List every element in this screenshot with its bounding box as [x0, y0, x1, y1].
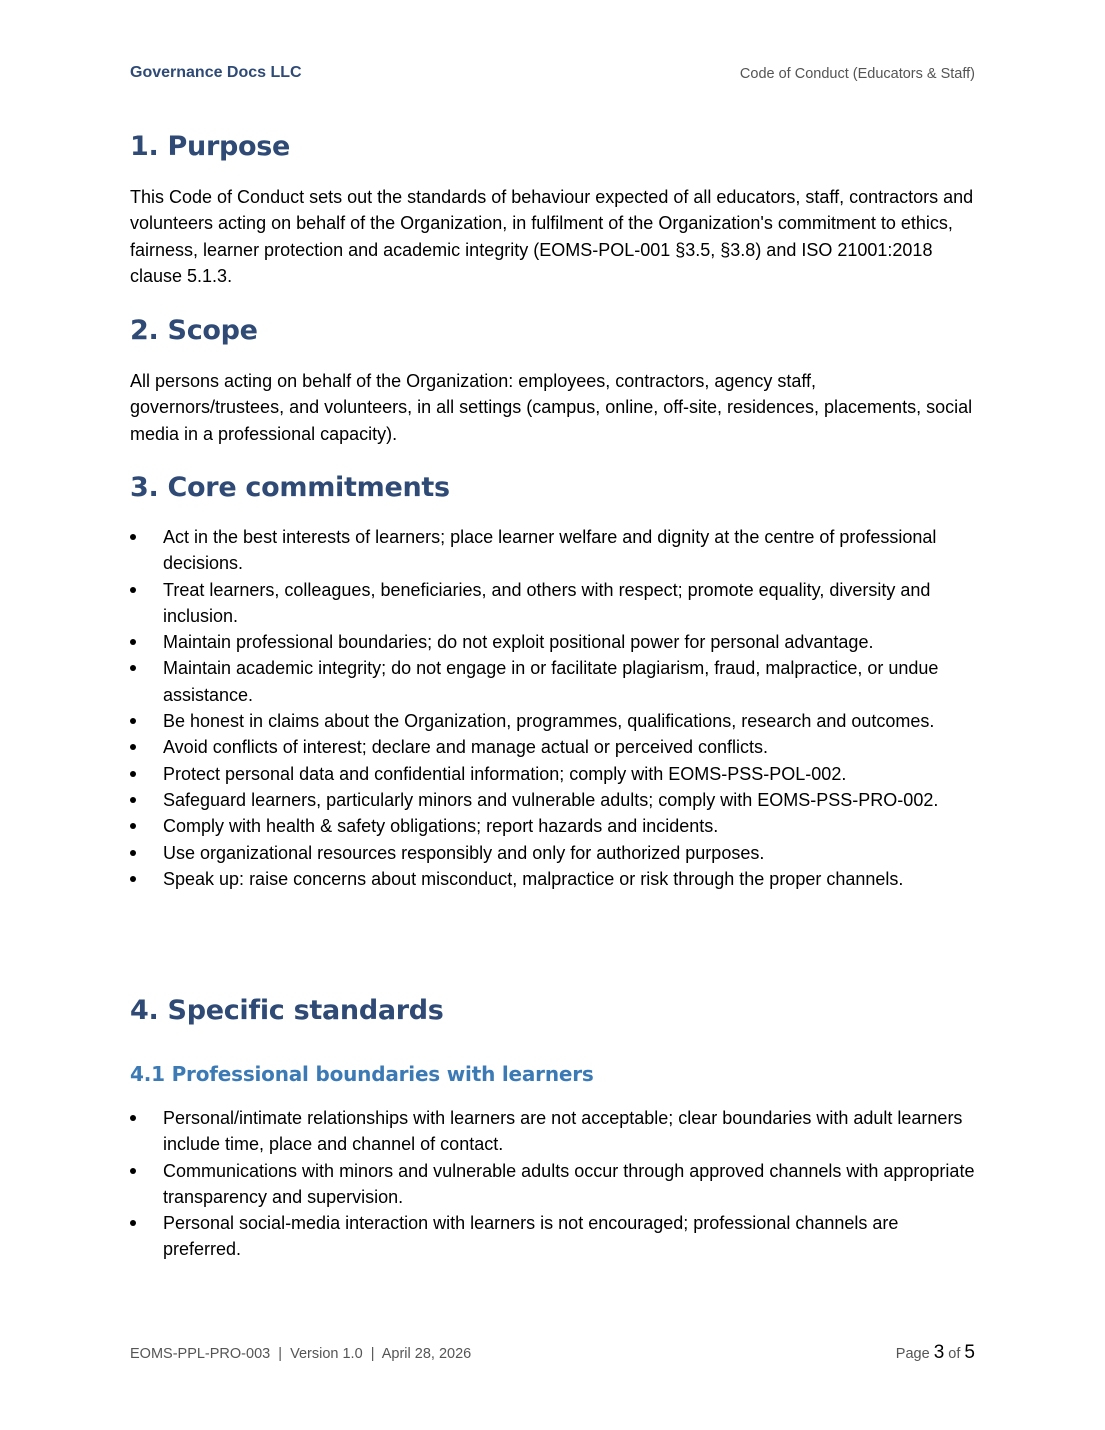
section-heading-scope: 2. Scope	[130, 315, 258, 346]
document-page	[130, 0, 975, 1430]
section-heading-purpose: 1. Purpose	[130, 131, 291, 162]
page-footer	[130, 1342, 975, 1368]
list-item: Speak up: raise concerns about misconduct, malpractice or risk through the proper channels.	[130, 866, 975, 892]
current-page: 3	[933, 1342, 945, 1363]
bullet-icon	[130, 587, 136, 593]
bullet-icon	[130, 639, 136, 645]
scope-text: All persons acting on behalf of the Organization: employees, contractors, agency staff, governors/trustees, and volunteers, in all settings (campus, online, off-site, residences, placements, social media in a professional capacity).	[130, 371, 973, 444]
bullet-icon	[130, 534, 136, 540]
professional-boundaries-list	[130, 1105, 975, 1263]
list-item: Personal social-media interaction with learners is not encouraged; professional channels are preferred.	[130, 1210, 975, 1263]
list-item: Protect personal data and confidential information; comply with EOMS-PSS-POL-002.	[130, 761, 975, 787]
subsection-heading-professional-boundaries: 4.1 Professional boundaries with learners	[130, 1062, 594, 1086]
list-item: Comply with health & safety obligations; report hazards and incidents.	[130, 813, 975, 839]
list-item: Avoid conflicts of interest; declare and manage actual or perceived conflicts.	[130, 734, 975, 760]
bullet-icon	[130, 1220, 136, 1226]
page-number: Page 3 of 5	[895, 1342, 975, 1363]
bullet-icon	[130, 850, 136, 856]
section-heading-core-commitments: 3. Core commitments	[130, 472, 450, 503]
total-pages: 5	[964, 1342, 975, 1363]
bullet-icon	[130, 771, 136, 777]
page-header	[130, 64, 975, 86]
bullet-icon	[130, 718, 136, 724]
document-meta: EOMS-PPL-PRO-003 | Version 1.0 | April 28, 2026	[130, 1346, 472, 1362]
list-item: Act in the best interests of learners; place learner welfare and dignity at the centre of professional decisions.	[130, 524, 975, 577]
list-item: Communications with minors and vulnerable adults occur through approved channels with appropriate transparency and supervision.	[130, 1158, 975, 1211]
bullet-icon	[130, 823, 136, 829]
bullet-icon	[130, 744, 136, 750]
list-item: Treat learners, colleagues, beneficiaries, and others with respect; promote equality, diversity and inclusion.	[130, 577, 975, 630]
section-heading-specific-standards: 4. Specific standards	[130, 995, 444, 1026]
list-item: Safeguard learners, particularly minors and vulnerable adults; comply with EOMS-PSS-PRO-002.	[130, 787, 975, 813]
list-item: Be honest in claims about the Organization, programmes, qualifications, research and outcomes.	[130, 708, 975, 734]
bullet-icon	[130, 876, 136, 882]
organization-name: Governance Docs LLC	[130, 64, 302, 81]
list-item: Personal/intimate relationships with learners are not acceptable; clear boundaries with adult learners include time, place and channel of contact.	[130, 1105, 975, 1158]
bullet-icon	[130, 797, 136, 803]
purpose-text: This Code of Conduct sets out the standards of behaviour expected of all educators, staff, contractors and volunteers acting on behalf of the Organization, in fulfilment of the Organization's commitment to ethics, fairness, learner protection and academic integrity (EOMS-POL-001 §3.5, §3.8) and ISO 21001:2018 clause 5.1.3.	[130, 187, 974, 286]
document-title: Code of Conduct (Educators & Staff)	[739, 66, 975, 82]
list-item: Use organizational resources responsibly and only for authorized purposes.	[130, 840, 975, 866]
list-item: Maintain academic integrity; do not engage in or facilitate plagiarism, fraud, malpractice, or undue assistance.	[130, 655, 975, 708]
bullet-icon	[130, 1115, 136, 1121]
core-commitments-list	[130, 524, 975, 892]
bullet-icon	[130, 1168, 136, 1174]
list-item: Maintain professional boundaries; do not exploit positional power for personal advantage.	[130, 629, 975, 655]
bullet-icon	[130, 665, 136, 671]
